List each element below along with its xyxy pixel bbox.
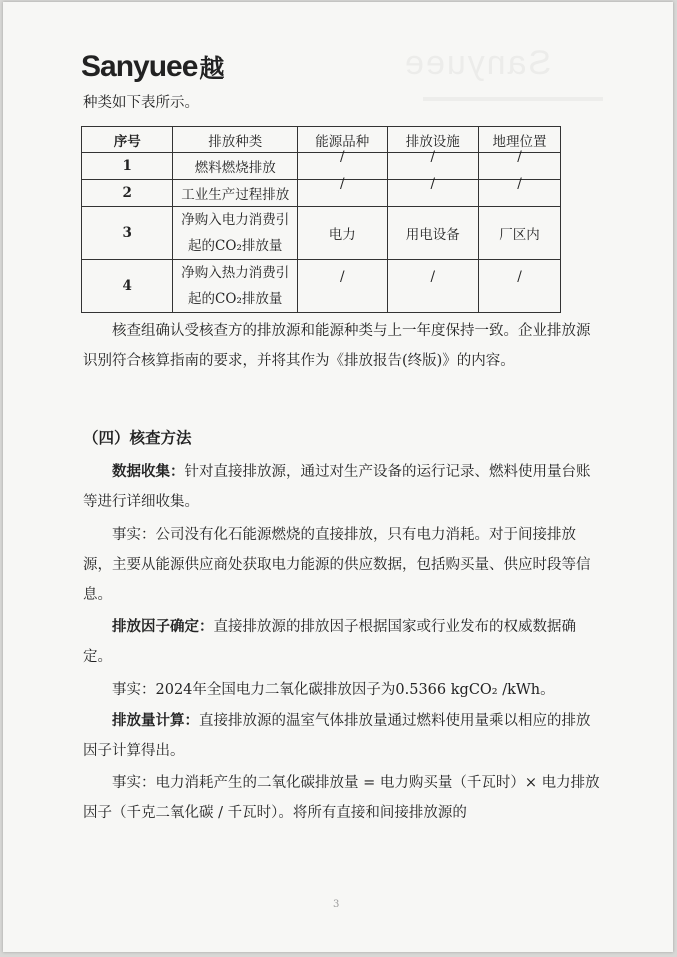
- cell-facility-value: /: [430, 149, 436, 165]
- item-text: 事实：电力消耗产生的二氧化碳排放量 = 电力购买量（千瓦时）× 电力排放因子（千克二氧化碳 / 千瓦时）。将所有直接和间接排放源的: [83, 775, 600, 821]
- cell-energy-value: /: [339, 149, 345, 165]
- cell-facility: [387, 260, 478, 313]
- logo-han: 越: [199, 54, 225, 83]
- cell-energy-value: /: [339, 176, 345, 192]
- cell-type: 工业生产过程排放: [173, 180, 297, 207]
- cell-facility: 用电设备: [387, 207, 478, 260]
- table-row: [82, 260, 561, 313]
- header-energy: 能源品种: [297, 127, 387, 153]
- cell-type-line1: 净购入热力消费引: [181, 265, 290, 281]
- item-fact-3: [83, 768, 603, 828]
- cell-energy-value: /: [339, 269, 345, 285]
- cell-location-value: /: [517, 149, 522, 165]
- cell-type-line2: 起的CO₂排放量: [188, 238, 283, 254]
- cell-location: [478, 260, 560, 313]
- item-text: 针对直接排放源，通过对生产设备的运行记录、燃料使用量台账等进行详细收集。: [83, 464, 591, 510]
- header-type: 排放种类: [173, 127, 297, 153]
- header-location: 地理位置: [478, 127, 560, 153]
- cell-no: 2: [82, 180, 173, 207]
- page-number: 3: [333, 899, 340, 910]
- cell-type: [173, 207, 297, 260]
- item-fact-2: [83, 675, 603, 705]
- header-facility: 排放设施: [387, 127, 478, 153]
- section-title: （四）核查方法: [83, 429, 192, 447]
- cell-energy: [297, 260, 387, 313]
- cell-type-line1: 净购入电力消费引: [181, 212, 290, 228]
- header-no: 序号: [82, 127, 173, 153]
- cell-no: 1: [82, 153, 173, 180]
- cell-facility: [387, 176, 478, 207]
- table-row: [82, 207, 561, 260]
- cell-location: 厂区内: [478, 207, 560, 260]
- item-text: 直接排放源的温室气体排放量通过燃料使用量乘以相应的排放因子计算得出。: [83, 713, 591, 759]
- cell-type: 燃料燃烧排放: [173, 153, 297, 180]
- cell-facility-value: /: [430, 269, 436, 285]
- logo-latin: Sanyuee: [81, 50, 198, 83]
- cell-facility-value: /: [430, 176, 436, 192]
- bleed-through-logo: Sanyuee: [403, 44, 552, 82]
- intro-text: 种类如下表所示。: [83, 95, 199, 111]
- cell-no: 3: [82, 207, 173, 260]
- item-label: 排放因子确定：: [112, 619, 214, 635]
- confirm-paragraph: 核查组确认受核查方的排放源和能源种类与上一年度保持一致。企业排放源识别符合核算指南的要求，并将其作为《排放报告(终版)》的内容。: [83, 323, 591, 369]
- item-data-collection: [83, 457, 603, 517]
- cell-location-value: /: [517, 269, 522, 285]
- item-factor-determination: [83, 612, 603, 672]
- table-row: [82, 153, 561, 180]
- emission-table: [81, 126, 561, 313]
- cell-energy: 电力: [297, 207, 387, 260]
- document-page: [3, 2, 673, 952]
- cell-type-line2: 起的CO₂排放量: [188, 291, 283, 307]
- item-calculation: [83, 706, 603, 766]
- table-header-row: [82, 127, 561, 153]
- company-logo: [81, 52, 224, 82]
- item-label: 排放量计算：: [112, 713, 199, 729]
- cell-energy: [297, 176, 387, 207]
- cell-location: [478, 176, 560, 207]
- cell-type: [173, 260, 297, 313]
- item-label: 数据收集：: [112, 464, 185, 480]
- cell-no: 4: [82, 260, 173, 313]
- item-text: 事实：公司没有化石能源燃烧的直接排放，只有电力消耗。对于间接排放源，主要从能源供应商处获取电力能源的供应数据，包括购买量、供应时段等信息。: [83, 527, 591, 603]
- table-row: [82, 180, 561, 207]
- item-text: 事实：2024年全国电力二氧化碳排放因子为0.5366 kgCO₂ /kWh。: [112, 682, 555, 698]
- item-text: 直接排放源的排放因子根据国家或行业发布的权威数据确定。: [83, 619, 576, 665]
- item-fact-1: [83, 520, 603, 610]
- cell-location-value: /: [517, 176, 522, 192]
